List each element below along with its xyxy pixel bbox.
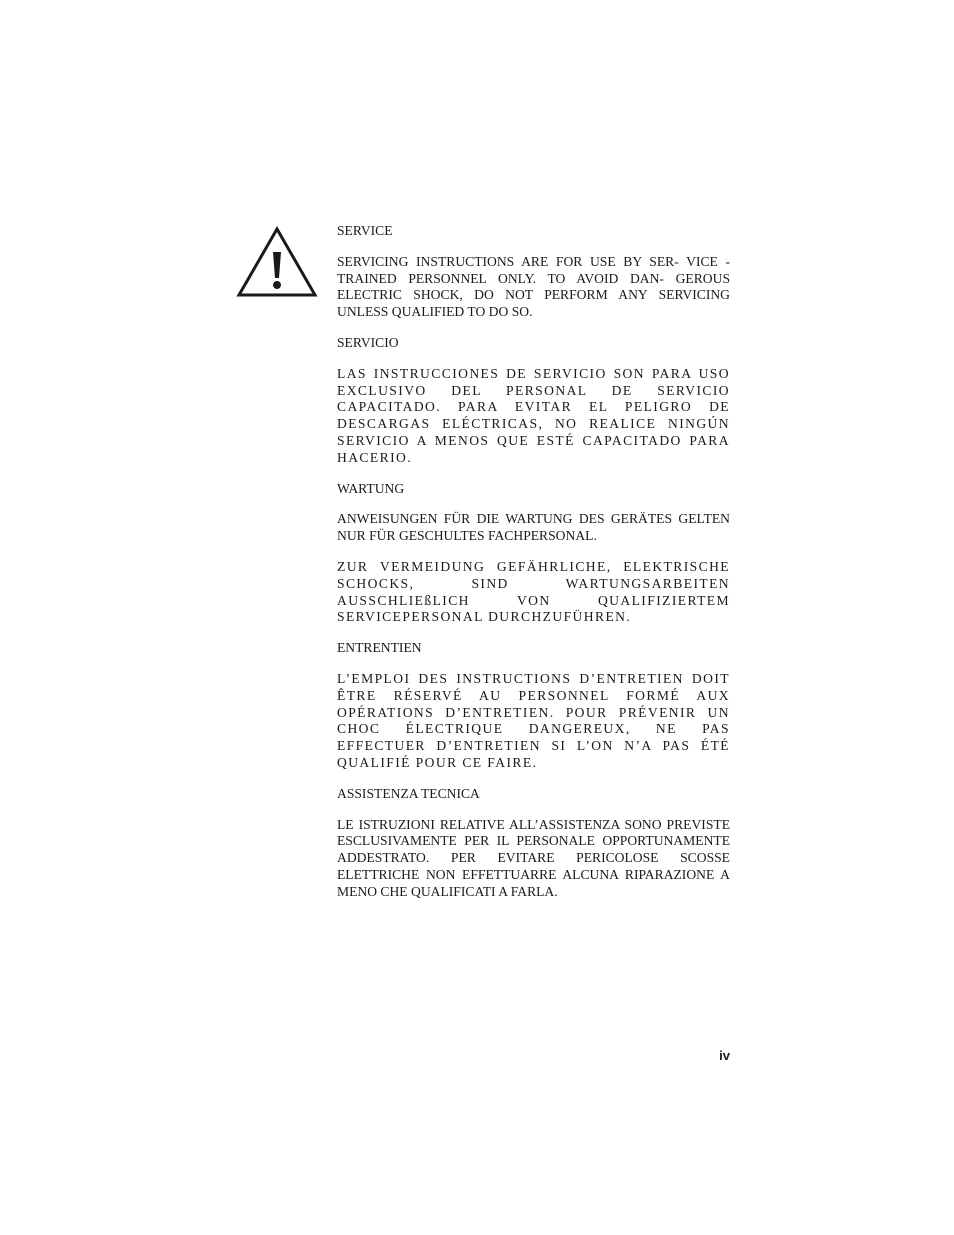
section-servicio — [337, 335, 730, 467]
section-assistenza-tecnica — [337, 786, 730, 901]
section-paragraph: SERVICING INSTRUCTIONS ARE FOR USE BY SER- VICE -TRAINED PERSONNEL ONLY. TO AVOID DAN- GEROUS ELECTRIC SHOCK, DO NOT PERFORM ANY SERVICING UNLESS QUALIFIED TO DO SO. — [337, 253, 730, 320]
section-paragraph: ZUR VERMEIDUNG GEFÄHRLICHE, ELEKTRISCHE SCHOCKS, SIND WARTUNGSARBEITEN AUSSCHLIEßLICH VON QUALIFIZIERTEM SERVICEPERSONAL DURCHZUFÜHREN. — [337, 558, 730, 625]
section-paragraph: L’EMPLOI DES INSTRUCTIONS D’ENTRETIEN DOIT ÊTRE RÉSERVÉ AU PERSONNEL FORMÉ AUX OPÉRATIONS D’ENTRETIEN. POUR PRÉVENIR UN CHOC ÉLECTRIQUE DANGEREUX, NE PAS EFFECTUER D’ENTRETIEN SI L’ON N’A PAS ÉTÉ QUALIFIÉ POUR CE FAIRE. — [337, 670, 730, 770]
section-paragraph: LAS INSTRUCCIONES DE SERVICIO SON PARA USO EXCLUSIVO DEL PERSONAL DE SERVICIO CAPACITADO. PARA EVITAR EL PELIGRO DE DESCARGAS ELÉCTRICAS, NO REALICE NINGÚN SERVICIO A MENOS QUE ESTÉ CAPACITADO PARA HACERIO. — [337, 365, 730, 465]
section-heading: SERVICE — [337, 223, 393, 238]
section-heading: ASSISTENZA TECNICA — [337, 785, 480, 801]
section-service — [337, 223, 730, 321]
section-paragraph: ANWEISUNGEN FÜR DIE WARTUNG DES GERÄTES GELTEN NUR FÜR GESCHULTES FACHPERSONAL. — [337, 511, 730, 544]
section-heading: SERVICIO — [337, 334, 399, 350]
section-heading: WARTUNG — [337, 480, 405, 496]
warning-icon — [236, 226, 318, 298]
section-heading: ENTRENTIEN — [337, 640, 422, 656]
service-warnings — [337, 223, 730, 915]
section-entrentien — [337, 640, 730, 772]
section-paragraph: LE ISTRUZIONI RELATIVE ALL’ASSISTENZA SONO PREVISTE ESCLUSIVAMENTE PER IL PERSONALE OPPORTUNAMENTE ADDESTRATO. PER EVITARE PERICOLOSE SCOSSE ELETTRICHE NON EFFETTUARRE ALCUNA RIPARAZIONE A MENO CHE QUALIFICATI A FARLA. — [337, 816, 730, 899]
section-wartung — [337, 481, 730, 627]
page-number: iv — [719, 1048, 730, 1063]
